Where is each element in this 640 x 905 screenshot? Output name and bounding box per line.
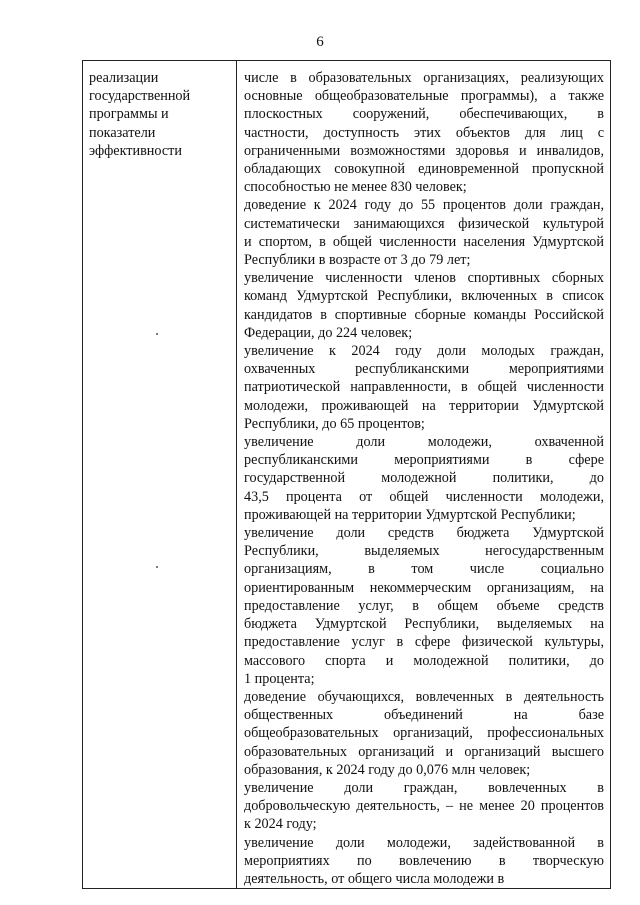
text-line: массового спорта и молодежной политики, до — [244, 652, 604, 669]
text-line: 43,5 процента от общей численности молодежи, — [244, 488, 604, 505]
text-line: общественных объединений на базе — [244, 707, 604, 724]
paragraph — [244, 342, 604, 433]
text-line: 1 процента; — [244, 670, 315, 687]
text-line: Республики, до 65 процентов; — [244, 415, 425, 432]
text-line: добровольческую деятельность, – не менее 20 процентов — [244, 798, 604, 815]
text-line: деятельность, от общего числа молодежи в — [244, 870, 505, 887]
text-line: числе в образовательных организациях, реализующих — [244, 70, 604, 86]
text-line: плоскостных сооружений, обеспечивающих, в — [244, 106, 604, 123]
left-cell-text — [83, 61, 236, 160]
paragraph — [244, 779, 604, 834]
paragraph — [244, 688, 604, 779]
text-line: увеличение доли молодежи, задействованной в — [244, 834, 604, 851]
text-line: увеличение доли молодежи, охваченной — [244, 434, 604, 451]
scan-speck — [156, 333, 158, 335]
text-line: государственной молодежной политики, до — [244, 470, 604, 487]
text-line: доведение к 2024 году до 55 процентов доли граждан, — [244, 197, 604, 214]
text-line: частности, доступность этих объектов для лиц с — [244, 124, 604, 141]
text-line: способностью не менее 830 человек; — [244, 179, 467, 196]
left-cell-line: реализации — [89, 70, 159, 86]
text-line: бюджета Удмуртской Республики, выделяемых на — [244, 616, 604, 633]
document-table — [82, 60, 611, 889]
text-line: Федерации, до 224 человек; — [244, 324, 413, 341]
paragraph — [244, 524, 604, 688]
text-line: молодежи, проживающей на территории Удмуртской — [244, 397, 604, 414]
text-line: образования, к 2024 году до 0,076 млн человек; — [244, 761, 531, 778]
text-line: команд Удмуртской Республики, включенных в список — [244, 288, 604, 305]
text-line: увеличение численности членов спортивных сборных — [244, 270, 604, 287]
text-line: предоставление услуг, в общем объеме средств — [244, 597, 604, 614]
paragraph — [244, 834, 604, 889]
text-line: кандидатов в спортивные сборные команды Российской — [244, 306, 604, 323]
text-line: основные общеобразовательные программы), а также — [244, 88, 604, 105]
table-row — [83, 61, 611, 889]
left-cell-line: программы и — [89, 106, 169, 123]
text-line: доведение обучающихся, вовлеченных в деятельность — [244, 688, 604, 705]
text-line: и спортом, в общей численности населения Удмуртской — [244, 233, 604, 250]
left-cell-line: государственной — [89, 88, 191, 105]
text-line: Республики, выделяемых негосударственным — [244, 543, 604, 560]
text-line: увеличение доли граждан, вовлеченных в — [244, 779, 604, 796]
paragraph — [244, 269, 604, 342]
text-line: ограниченными возможностями здоровья и инвалидов, — [244, 142, 604, 159]
text-line: обладающих совокупной единовременной пропускной — [244, 161, 604, 178]
text-line: систематически занимающихся физической культурой — [244, 215, 604, 232]
text-line: предоставление услуг в сфере физической культуры, — [244, 634, 604, 651]
paragraph — [244, 69, 604, 196]
right-cell-text — [237, 61, 610, 888]
paragraph — [244, 196, 604, 269]
page-number: 6 — [316, 34, 324, 50]
text-line: общеобразовательных организаций, профессиональных — [244, 725, 604, 742]
text-line: республиканскими мероприятиями в сфере — [244, 452, 604, 469]
left-cell-line: эффективности — [89, 142, 182, 159]
text-line: патриотической направленности, в общей численности — [244, 379, 604, 396]
text-line: Республики в возрасте от 3 до 79 лет; — [244, 252, 471, 269]
text-line: увеличение к 2024 году доли молодых граждан, — [244, 343, 604, 360]
text-line: увеличение доли средств бюджета Удмуртской — [244, 525, 604, 542]
text-line: образовательных организаций и организаций высшего — [244, 743, 604, 760]
text-line: охваченных республиканскими мероприятиями — [244, 361, 604, 378]
text-line: мероприятиях по вовлечению в творческую — [244, 852, 604, 869]
scan-speck — [156, 566, 158, 568]
left-cell-line: показатели — [89, 124, 156, 141]
text-line: к 2024 году; — [244, 816, 317, 833]
text-line: ориентированным некоммерческим организациям, на — [244, 579, 604, 596]
paragraph — [244, 433, 604, 524]
left-cell — [83, 61, 237, 889]
text-line: проживающей на территории Удмуртской Республики; — [244, 506, 576, 523]
text-line: организациям, в том числе социально — [244, 561, 604, 578]
right-cell — [237, 61, 611, 889]
